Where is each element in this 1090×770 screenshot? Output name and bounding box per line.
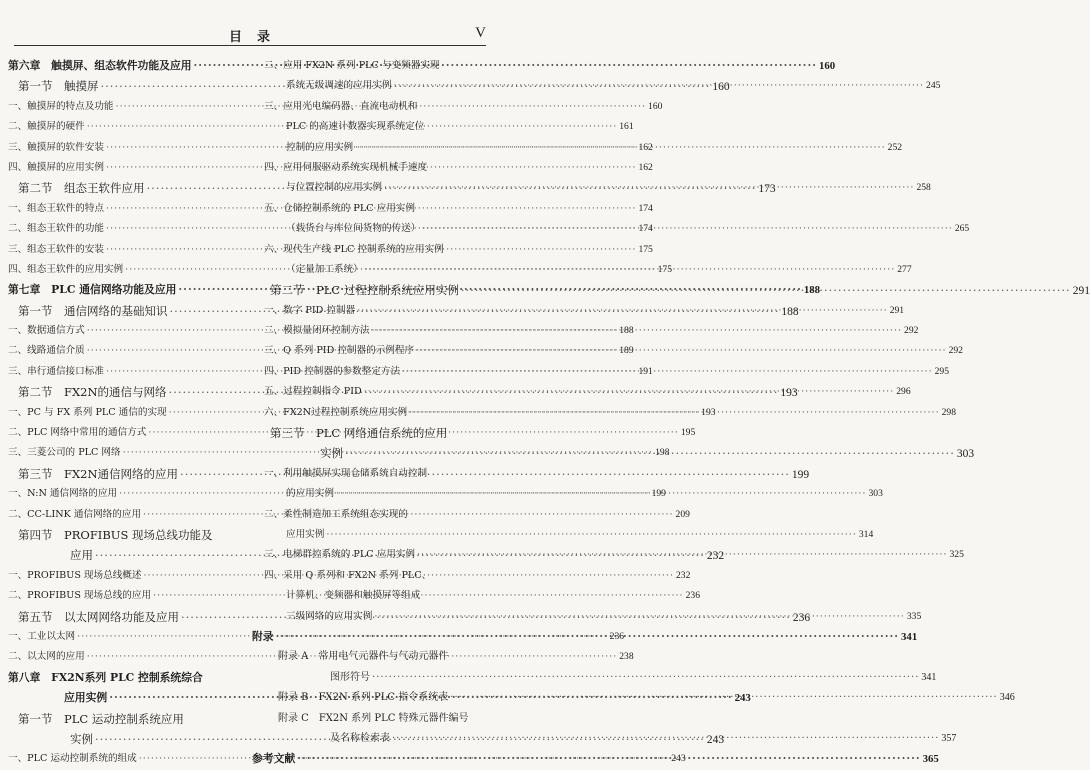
toc-leader-dots bbox=[357, 301, 888, 321]
toc-entry-title: 实例 bbox=[320, 446, 343, 461]
toc-page-number: 160 bbox=[818, 60, 836, 72]
toc-page-number: 314 bbox=[858, 528, 874, 540]
toc-page-number: 193 bbox=[780, 387, 798, 400]
toc-page-number: 298 bbox=[941, 406, 957, 418]
toc-entry-title: 第二节 PLC 过程控制系统应用实例 bbox=[270, 283, 459, 298]
toc-subsection bbox=[252, 566, 484, 586]
toc-page-number: 303 bbox=[868, 488, 883, 500]
toc-page-number: 252 bbox=[887, 141, 903, 153]
toc-leader-dots bbox=[450, 688, 997, 708]
toc-entry-title: 一、工业以太网 bbox=[8, 630, 76, 642]
toc-entry-title: 二、组态王软件的功能 bbox=[8, 223, 104, 235]
toc-page-number: 238 bbox=[619, 651, 634, 663]
toc-page-number: 295 bbox=[934, 365, 950, 377]
toc-entry-title: 附录 bbox=[252, 629, 274, 643]
toc-entry-title: 第一节 通信网络的基础知识 bbox=[18, 303, 168, 318]
toc-leader-dots bbox=[372, 668, 919, 688]
toc-entry-title: 二、柔性制造加工系统组态实现的 bbox=[264, 508, 408, 520]
toc-page-number: 160 bbox=[648, 100, 663, 112]
toc-page-number: 296 bbox=[896, 386, 911, 398]
toc-entry-title: 第六章 触摸屏、组态软件功能及应用 bbox=[8, 59, 192, 72]
toc-page-number: 346 bbox=[999, 692, 1015, 704]
toc-page-number: 188 bbox=[803, 284, 821, 297]
toc-page-number: 232 bbox=[706, 550, 725, 563]
toc-entry-title: 四、采用 Q 系列和 FX2N 系列 PLC、 bbox=[264, 569, 432, 581]
toc-entry-title: 控制的应用实例 bbox=[286, 141, 354, 153]
toc-page-number: 188 bbox=[781, 305, 799, 318]
toc-page-number: 175 bbox=[638, 243, 653, 255]
toc-page-number: 236 bbox=[685, 590, 700, 602]
toc-entry-title: 一、组态王软件的特点 bbox=[8, 202, 104, 214]
toc-entry-title: 第三节 FX2N通信网络的应用 bbox=[18, 466, 179, 481]
toc-page-number: 243 bbox=[671, 753, 686, 765]
toc-subsection bbox=[252, 158, 484, 178]
toc-entry-title: 五、仓储控制系统的 PLC 应用实例 bbox=[264, 202, 415, 214]
toc-page-number: 162 bbox=[638, 141, 653, 153]
toc-subsection-continued bbox=[252, 586, 484, 606]
toc-leader-dots bbox=[345, 443, 955, 463]
toc-appendix bbox=[252, 709, 484, 729]
toc-page-number: 245 bbox=[926, 80, 941, 92]
toc-section bbox=[8, 525, 238, 545]
toc-page-number: 357 bbox=[941, 732, 957, 744]
toc-leader-dots bbox=[355, 138, 886, 158]
toc-leader-dots bbox=[394, 76, 925, 96]
toc-page-number: 277 bbox=[897, 263, 912, 275]
toc-entry-title: 六、现代生产线 PLC 控制系统的应用实例 bbox=[264, 243, 444, 255]
toc-page-number: 236 bbox=[792, 611, 811, 624]
page-number: V bbox=[475, 25, 486, 41]
toc-entry-title: 四、触摸屏的应用实例 bbox=[8, 161, 104, 173]
toc-entry-title: 二、PLC 网络中常用的通信方式 bbox=[8, 427, 147, 439]
toc-leader-dots bbox=[392, 729, 939, 749]
toc-entry-title: PLC 的高速计数器实现系统定位 bbox=[286, 121, 425, 133]
toc-entry-title: 二、模拟量闭环控制方法 bbox=[264, 325, 370, 337]
toc-entry-title: 三、应用光电编码器、直流电动机和 bbox=[264, 100, 418, 112]
toc-entry-title: 一、触摸屏的特点及功能 bbox=[8, 100, 114, 112]
toc-entry-title: 第三节 PLC 网络通信系统的应用 bbox=[270, 426, 448, 441]
toc-entry-title: 三、串行通信接口标准 bbox=[8, 365, 104, 377]
toc-entry-title: 附录 C FX2N 系列 PLC 特殊元器件编号 bbox=[278, 712, 469, 724]
toc-page-number: 265 bbox=[954, 223, 970, 235]
toc-entry-title: 应用实例 bbox=[286, 528, 325, 540]
toc-page-number: 199 bbox=[791, 468, 810, 481]
toc-page-number: 365 bbox=[922, 753, 939, 766]
toc-entry-title: 实例 bbox=[70, 731, 93, 746]
toc-subsection-continued bbox=[252, 525, 874, 545]
toc-entry-title: 第一节 PLC 运动控制系统应用 bbox=[18, 711, 184, 726]
toc-page-number: 325 bbox=[949, 549, 964, 561]
toc-entry-title: 一、PROFIBUS 现场总线概述 bbox=[8, 569, 142, 581]
toc-leader-dots bbox=[416, 341, 947, 361]
page-header bbox=[14, 24, 486, 46]
toc-page-number: 291 bbox=[889, 304, 905, 316]
toc-entry-title: 二、线路通信介质 bbox=[8, 345, 85, 357]
toc-page-number: 291 bbox=[1072, 285, 1090, 298]
toc-leader-dots bbox=[461, 280, 1071, 300]
toc-entry-title: 六、FX2N过程控制系统应用实例 bbox=[264, 406, 408, 418]
toc-page-number: 258 bbox=[916, 182, 931, 194]
toc-page-number: 191 bbox=[638, 365, 653, 377]
toc-entry-title: 参考文献 bbox=[252, 752, 296, 766]
toc-page-number: 341 bbox=[921, 671, 937, 683]
toc-entry-title: 一、数据通信方式 bbox=[8, 325, 85, 337]
toc-leader-dots bbox=[276, 627, 899, 647]
toc-entry-title: 图形符号 bbox=[330, 671, 370, 683]
toc-appendix bbox=[252, 647, 484, 667]
toc-entry-title: 一、PC 与 FX 系列 PLC 通信的实现 bbox=[8, 406, 167, 418]
toc-page-number: 162 bbox=[638, 161, 653, 173]
toc-entry-title: 二、触摸屏的硬件 bbox=[8, 121, 85, 133]
toc-entry-title: 二、以太网的应用 bbox=[8, 651, 85, 663]
toc-page-number: 232 bbox=[676, 569, 691, 581]
toc-entry-title: 三级网络的应用实例 bbox=[286, 610, 373, 622]
toc-leader-dots bbox=[402, 362, 933, 382]
toc-leader-dots bbox=[409, 403, 940, 423]
toc-subsection bbox=[252, 240, 484, 260]
toc-page-number: 193 bbox=[701, 406, 716, 418]
toc-entry-title: 第七章 PLC 通信网络功能及应用 bbox=[8, 283, 177, 297]
toc-page-number: 174 bbox=[638, 202, 653, 214]
toc-chapter bbox=[8, 668, 238, 688]
toc-page-number: 236 bbox=[609, 630, 625, 642]
toc-entry-title: 的应用实例 bbox=[286, 488, 334, 500]
toc-entry-title: 二、PROFIBUS 现场总线的应用 bbox=[8, 590, 152, 602]
toc-section bbox=[252, 423, 484, 443]
toc-leader-dots bbox=[372, 321, 903, 341]
toc-entry-title: 一、数字 PID 控制器 bbox=[264, 304, 356, 316]
toc-page-number: 292 bbox=[904, 325, 919, 337]
toc-page-number: 243 bbox=[706, 733, 725, 746]
toc-page-number: 292 bbox=[948, 345, 963, 357]
toc-page-number: 174 bbox=[638, 223, 653, 235]
toc-entry-title: 及名称检索表 bbox=[330, 732, 390, 744]
toc-leader-dots bbox=[422, 219, 953, 239]
toc-leader-dots bbox=[336, 484, 867, 504]
toc-entry-title: 一、N:N 通信网络的应用 bbox=[8, 488, 118, 500]
toc-entry-title: 一、利用触摸屏实现仓储系统自动控制 bbox=[264, 467, 428, 479]
toc-entry-title: 第四节 PROFIBUS 现场总线功能及 bbox=[18, 527, 213, 542]
toc-entry-title: 五、过程控制指令 PID bbox=[264, 386, 362, 398]
toc-entry-title: 应用实例 bbox=[64, 691, 108, 705]
toc-leader-dots bbox=[326, 525, 857, 545]
toc-leader-dots bbox=[364, 382, 895, 402]
toc-page-number: 175 bbox=[657, 263, 673, 275]
toc-entry-title: 四、应用伺服驱动系统实现机械手速度 bbox=[264, 161, 428, 173]
toc-page-number: 188 bbox=[619, 325, 634, 337]
toc-entry-title: 第二节 FX2N的通信与网络 bbox=[18, 385, 167, 400]
toc-entry-title: 计算机、变频器和触摸屏等组成 bbox=[286, 590, 421, 602]
toc-entry-title: 三、Q 系列 PID 控制器的示例程序 bbox=[264, 345, 415, 357]
toc-entry-title: 四、组态王软件的应用实例 bbox=[8, 263, 124, 275]
toc-leader-dots bbox=[417, 545, 948, 565]
toc-entry-title: 三、触摸屏的软件安装 bbox=[8, 141, 104, 153]
toc-subsection-continued bbox=[252, 117, 484, 137]
toc-page-number: 189 bbox=[619, 345, 634, 357]
toc-page-number: 173 bbox=[758, 183, 776, 196]
toc-page-number: 195 bbox=[680, 427, 696, 439]
toc-leader-dots bbox=[384, 178, 915, 198]
toc-entry-title: 系统无级调速的应用实例 bbox=[286, 80, 392, 92]
toc-entry-title: 第五节 以太网网络功能及应用 bbox=[18, 609, 179, 624]
page-title: 目 录 bbox=[228, 30, 271, 45]
toc-page-number: 199 bbox=[651, 488, 666, 500]
toc-leader-dots bbox=[297, 749, 920, 769]
toc-leader-dots bbox=[374, 607, 905, 627]
toc-page-number: 161 bbox=[619, 121, 634, 133]
toc-page-number: 209 bbox=[675, 508, 690, 520]
toc-entry-title: 二、CC-LINK 通信网络的应用 bbox=[8, 508, 142, 520]
toc-subsection bbox=[252, 505, 484, 525]
toc-page-number: 335 bbox=[906, 610, 922, 622]
toc-entry-title: 附录 A 常用电气元器件与气动元器件 bbox=[278, 651, 449, 663]
toc-entry-title: （载货台与库位间货物的传送） bbox=[286, 223, 421, 235]
toc-entry-title: 四、PID 控制器的参数整定方法 bbox=[264, 365, 401, 377]
toc-entry-title: 附录 B FX2N 系列 PLC 指令系统表 bbox=[278, 692, 449, 704]
toc-entry-title: （定量加工系统） bbox=[286, 263, 363, 275]
toc-appendix-continued bbox=[252, 668, 937, 688]
toc-entry-title: 二、应用 FX2N 系列 PLC 与变频器实现 bbox=[264, 60, 440, 71]
toc-subsection bbox=[252, 97, 484, 117]
toc-entry-title: 第二节 组态王软件应用 bbox=[18, 181, 145, 196]
toc-entry-title: 应用 bbox=[70, 548, 93, 563]
toc-page-number: 160 bbox=[712, 81, 730, 94]
toc-entry-title: 与位置控制的应用实例 bbox=[286, 182, 382, 194]
toc-page-number: 341 bbox=[901, 630, 918, 643]
toc-entry-title: 三、三菱公司的 PLC 网络 bbox=[8, 447, 121, 459]
toc-entry-title: 一、PLC 运动控制系统的组成 bbox=[8, 753, 137, 765]
toc-subsection bbox=[252, 56, 484, 76]
toc-entry-title: 三、电梯群控系统的 PLC 应用实例 bbox=[264, 549, 415, 561]
toc-page-number: 198 bbox=[655, 447, 670, 459]
toc-leader-dots bbox=[365, 260, 896, 280]
toc-page-number: 243 bbox=[734, 692, 751, 705]
toc-entry-title: 第一节 触摸屏 bbox=[18, 79, 99, 94]
toc-subsection bbox=[252, 464, 484, 484]
toc-page-number: 303 bbox=[956, 448, 975, 461]
toc-entry-title: 三、组态王软件的安装 bbox=[8, 243, 104, 255]
toc-subsection bbox=[252, 199, 484, 219]
toc-section bbox=[8, 709, 238, 729]
toc-entry-title: 第八章 FX2N系列 PLC 控制系统综合 bbox=[8, 670, 203, 684]
